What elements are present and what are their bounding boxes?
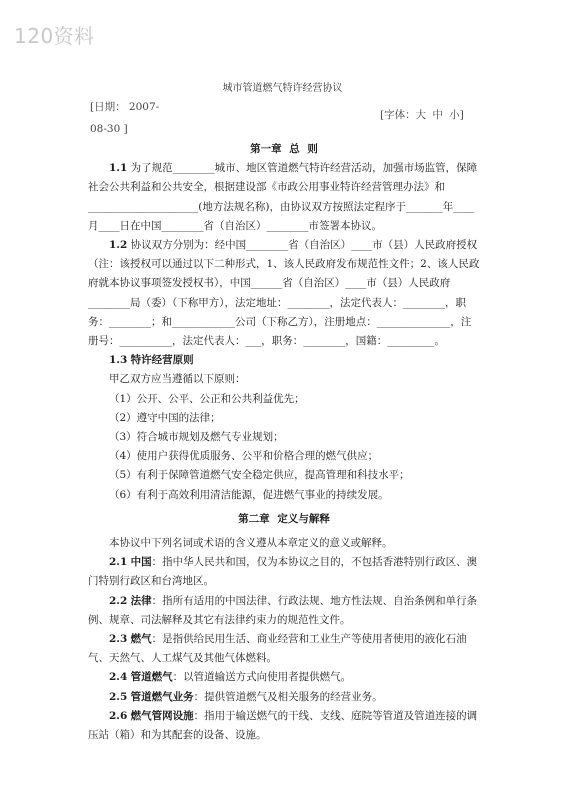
chapter-2-intro: 本协议中下列名词或术语的含义遵从本章定义的意义或解释。 — [109, 537, 393, 550]
clause-1-3-intro: 甲乙双方应当遵循以下原则： — [109, 373, 246, 386]
font-size-selector[interactable]: [字体：大 中 小] — [380, 109, 464, 121]
clause-text: 协议双方分别为：经中国________省（自治区）____市（县）人民政府授权（注：该授权可以通过以下二种形式，1、该人民政府发布规范性文件；2、该人民政府就本协议事项签发授权书），中国______省（自治区）____市（县）人民政府________局（委）（下称甲方），法定地址：________，法定代表人：________，职务：________；和____________公司（下称乙方），注册地点：______________，注册号：__________，法定代表人：___，职务：________，国籍：_________。 — [88, 239, 480, 348]
clause-number: 1.1 — [109, 162, 128, 175]
date-line-1: [日期： 2007- — [90, 101, 160, 113]
document-body — [88, 140, 480, 745]
definition-2-2 — [88, 592, 480, 630]
chapter-2-heading: 第二章 定义与解释 — [238, 512, 330, 525]
clause-number: 1.3 — [109, 354, 128, 367]
definition-text: ：提供管道燃气及相关服务的经营业务。 — [193, 690, 383, 703]
definition-2-4 — [88, 668, 480, 687]
principle-item: （1）公开、公平、公正和公共利益优先； — [109, 392, 305, 405]
clause-1-3-heading — [88, 351, 480, 370]
clause-number: 1.2 — [109, 239, 128, 252]
definition-2-3 — [88, 630, 480, 668]
defined-term: 燃气管网设施 — [130, 709, 194, 722]
document-title: 城市管道燃气特许经营协议 — [222, 83, 343, 94]
chapter-1-heading: 第一章 总 则 — [250, 143, 318, 155]
definition-text: ：指所有适用的中国法律、行政法规、地方性法规、自治条例和单行条例、规章、司法解释及其它有法律约束力的规范性文件。 — [88, 594, 478, 626]
principle-item: （5）有利于保障管道燃气安全稳定供应，提高管理和科技水平； — [109, 469, 410, 482]
clause-number: 2.6 — [109, 709, 128, 722]
defined-term: 中国 — [130, 556, 152, 569]
definition-2-5 — [88, 688, 480, 707]
principle-item: （3）符合城市规划及燃气专业规划； — [109, 431, 284, 444]
clause-number: 2.5 — [109, 690, 128, 703]
definition-text: ：以管道输送方式向使用者提供燃气。 — [172, 671, 352, 684]
clause-text: 为了规范________城市、地区管道燃气特许经营活动，加强市场监管，保障社会公共利益和公共安全，根据建设部《市政公用事业特许经营管理办法》和_____________________(地方法规名称)，由协议双方按照法定程序于_______年____月____日在中国________省（自治区）________市签署本协议。 — [88, 162, 478, 232]
definition-2-1 — [88, 553, 480, 591]
clause-number: 2.4 — [109, 671, 128, 684]
principle-item: （4）使用户获得优质服务、公平和价格合理的燃气供应； — [109, 450, 379, 463]
principle-item: （6）有利于高效利用清洁能源，促进燃气事业的持续发展。 — [109, 488, 389, 501]
defined-term: 法律 — [130, 594, 152, 607]
date-info — [90, 96, 182, 140]
watermark: 120资料 — [14, 24, 95, 48]
clause-number: 2.1 — [109, 556, 128, 569]
definition-text: ：是指供给民用生活、商业经营和工业生产等使用者使用的液化石油气、天然气、人工煤气及其他气体燃料。 — [88, 633, 467, 665]
defined-term: 管道燃气业务 — [130, 690, 194, 703]
clause-1-1 — [88, 159, 480, 236]
clause-1-2 — [88, 236, 480, 351]
definition-text: ：指用于输送燃气的干线、支线、庭院等管道及管道连接的调压站（箱）和为其配套的设备、设施。 — [88, 709, 478, 742]
defined-term: 燃气 — [130, 633, 152, 646]
defined-term: 管道燃气 — [130, 671, 173, 684]
definition-2-6 — [88, 707, 480, 745]
principle-item: （2）遵守中国的法律； — [109, 411, 221, 424]
definition-text: ：指中华人民共和国，仅为本协议之目的，不包括香港特别行政区、澳门特别行政区和台湾地区。 — [88, 556, 478, 588]
clause-number: 2.2 — [109, 594, 128, 607]
clause-heading: 特许经营原则 — [130, 354, 194, 367]
clause-number: 2.3 — [109, 633, 128, 646]
date-line-2: 08-30 ] — [90, 123, 128, 135]
